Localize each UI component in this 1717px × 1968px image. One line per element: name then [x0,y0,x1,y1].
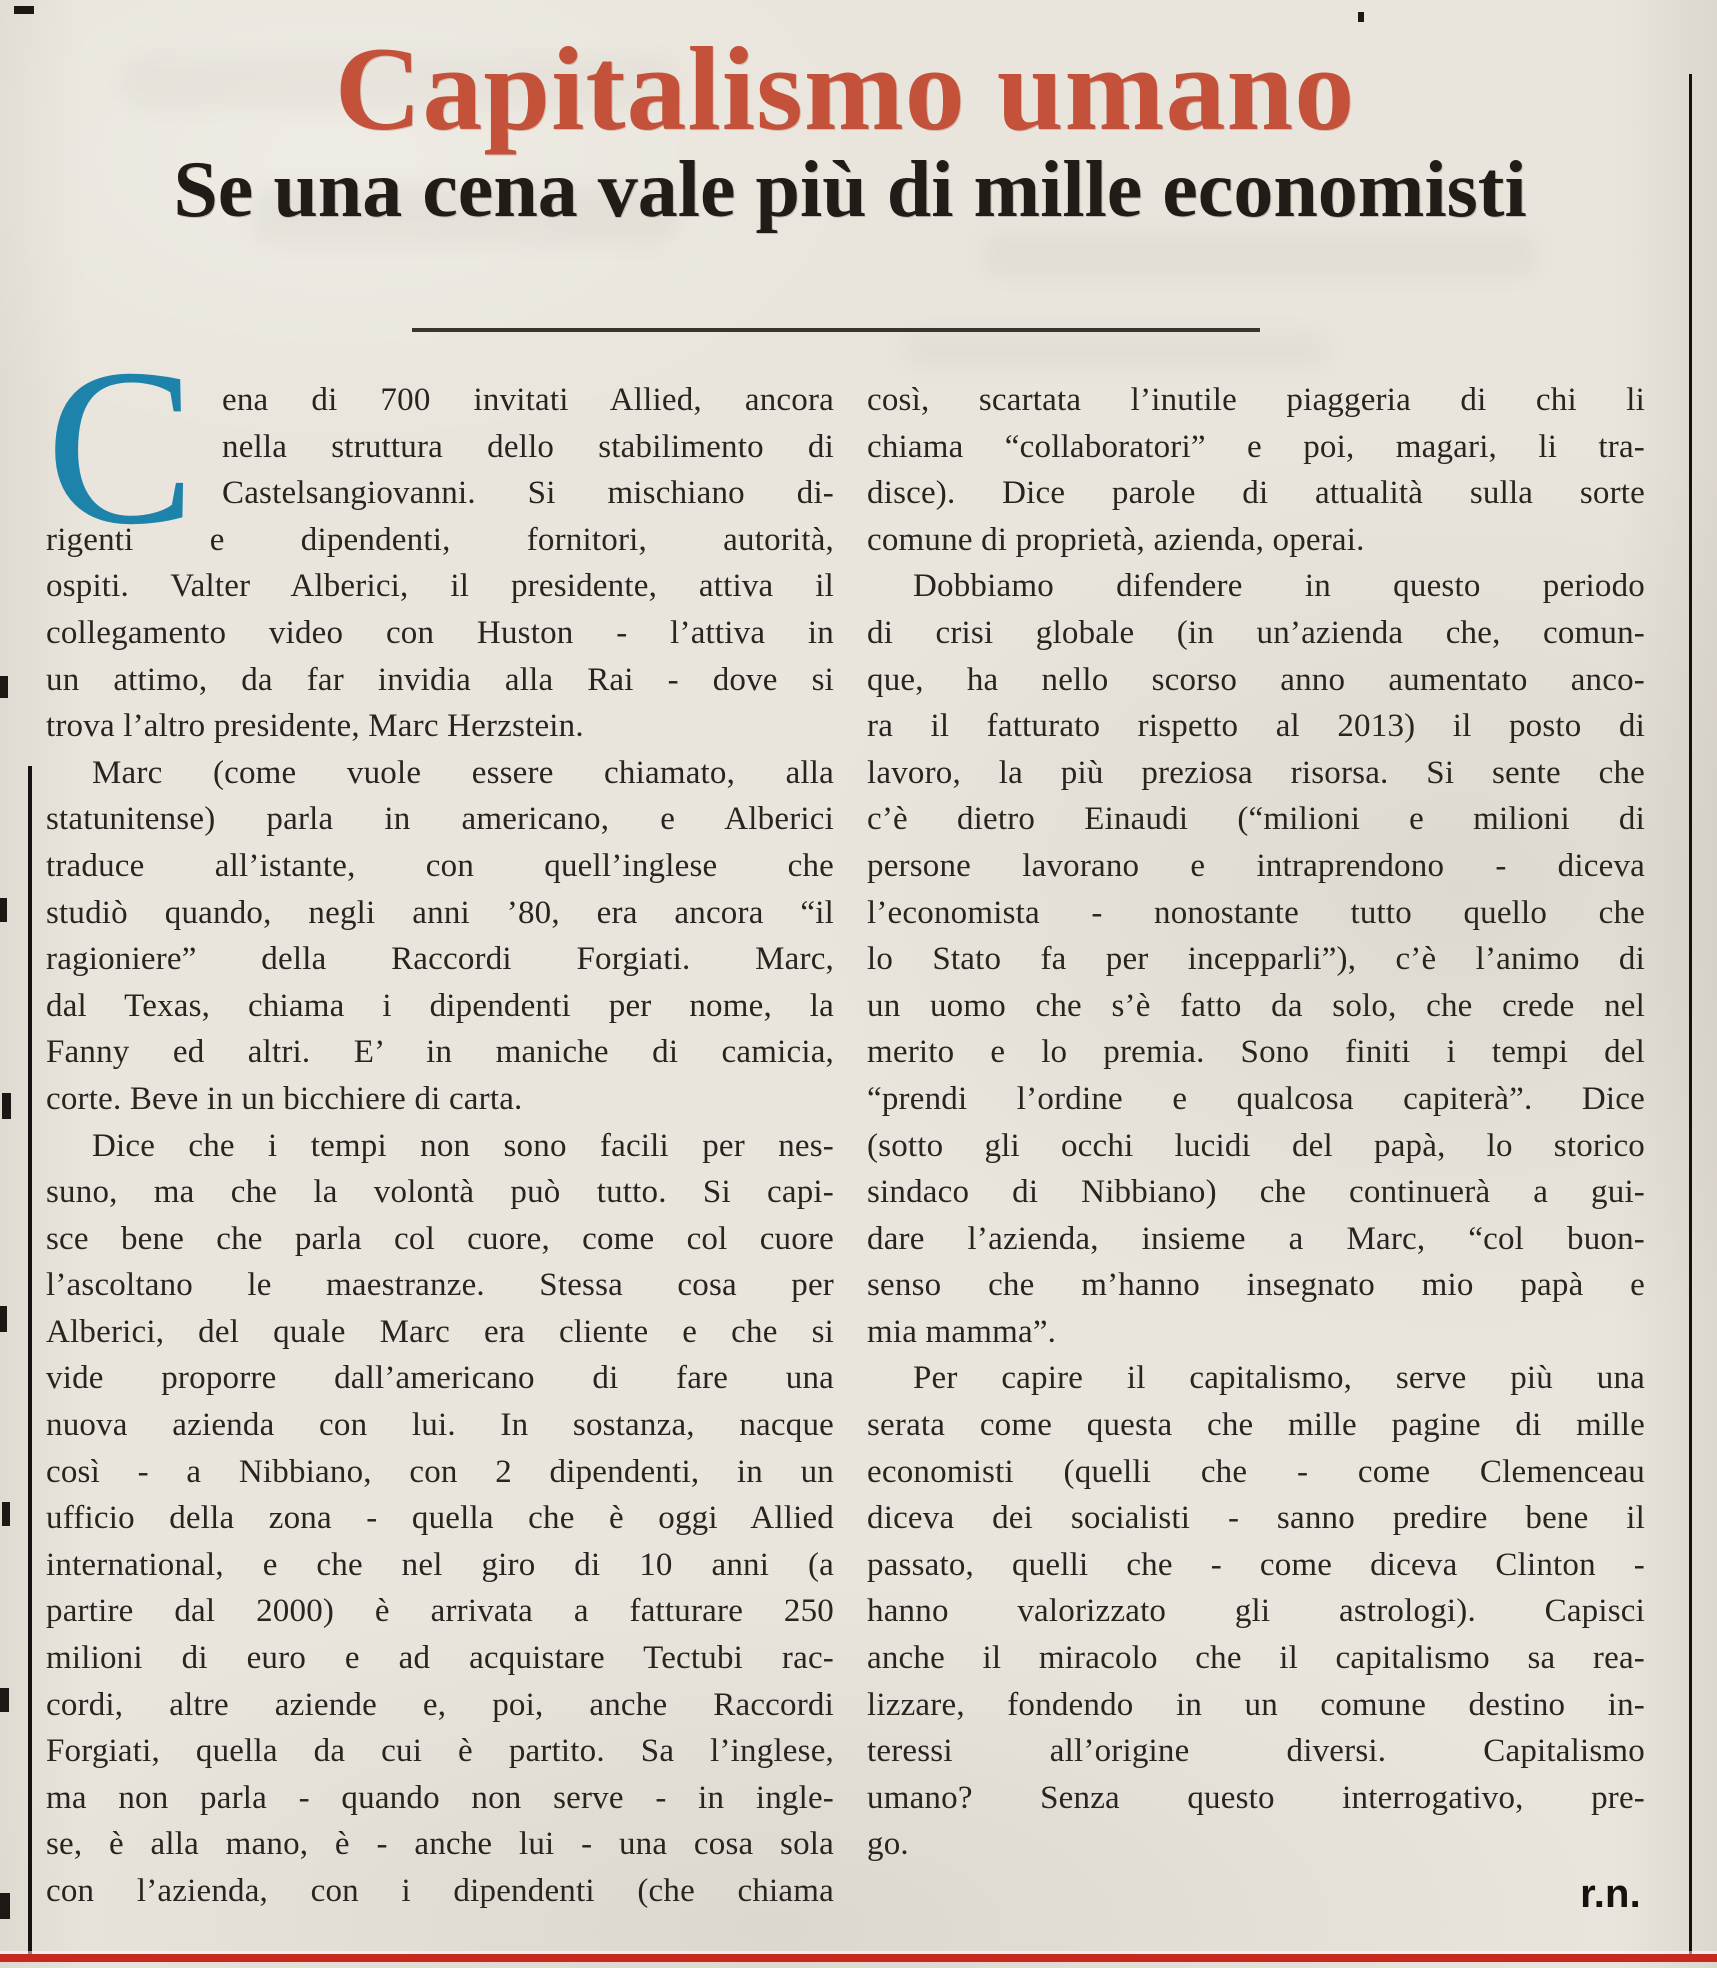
text-line: ma non parla - quando non serve - in ingle- [46,1779,834,1816]
text-line: umano? Senza questo interrogativo, pre- [867,1779,1645,1816]
text-line: “prendi l’ordine e qualcosa capiterà”. Dice [867,1080,1645,1117]
article-column-right [867,377,1645,1917]
text-line: senso che m’hanno insegnato mio papà e [867,1267,1645,1304]
text-line: Marc (come vuole essere chiamato, alla [92,754,834,791]
text-line: disce). Dice parole di attualità sulla sorte [867,475,1645,512]
text-line: ena di 700 invitati Allied, ancora [222,382,834,418]
text-line: ra il fatturato rispetto al 2013) il posto di [867,708,1645,745]
text-line: c’è dietro Einaudi (“milioni e milioni di [867,801,1645,838]
text-line: anche il miracolo che il capitalismo sa rea- [867,1640,1645,1677]
text-line: statunitense) parla in americano, e Alberici [46,801,834,838]
paragraph [867,377,1645,563]
text-line: ragioniere” della Raccordi Forgiati. Marc, [46,941,834,978]
text-line: Forgiati, quella da cui è partito. Sa l’inglese, [46,1733,834,1770]
text-line: l’economista - nonostante tutto quello che [867,894,1645,931]
text-line: Fanny ed altri. E’ in maniche di camicia, [46,1034,834,1071]
scan-artifact [2,1502,10,1526]
text-line: que, ha nello scorso anno aumentato anco- [867,661,1645,698]
article-title: Capitalismo umano [334,22,1356,155]
text-line: se, è alla mano, è - anche lui - una cosa sola [46,1826,834,1863]
paragraph [867,563,1645,1355]
text-line: sindaco di Nibbiano) che continuerà a gui- [867,1174,1645,1211]
paragraph [46,323,834,750]
text-line: studiò quando, negli anni ’80, era ancora “il [46,894,834,931]
text-line: Castelsangiovanni. Si mischiano di- [222,475,834,512]
subtitle-rule [412,328,1260,332]
text-line: sce bene che parla col cuore, come col cuore [46,1220,834,1257]
text-line: international, e che nel giro di 10 anni (a [46,1546,834,1583]
text-line: ospiti. Valter Alberici, il presidente, attiva il [46,568,834,605]
text-line: vide proporre dall’americano di fare una [46,1360,834,1397]
text-line: lavoro, la più preziosa risorsa. Si sente che [867,754,1645,791]
text-line: diceva dei socialisti - sanno predire bene il [867,1500,1645,1537]
text-line: così - a Nibbiano, con 2 dipendenti, in un [46,1453,834,1490]
print-bleed-ghost [900,330,1330,370]
text-line: trova l’altro presidente, Marc Herzstein. [46,708,584,745]
column-divider-rule-right [1689,74,1692,1954]
text-line: merito e lo premia. Sono finiti i tempi del [867,1034,1645,1071]
text-line: partire dal 2000) è arrivata a fatturare 250 [46,1593,834,1630]
paragraph [46,1123,834,1915]
text-line: Alberici, del quale Marc era cliente e che si [46,1313,834,1350]
scan-artifact [0,676,8,698]
page-bottom-red-rule [0,1954,1717,1962]
text-line: traduce all’istante, con quell’inglese che [46,847,834,884]
text-line: un uomo che s’è fatto da solo, che crede nel [867,987,1645,1024]
text-line: di crisi globale (in un’azienda che, comun- [867,614,1645,651]
article-subtitle: Se una cena vale più di mille economisti [173,146,1527,234]
scan-artifact [14,6,34,14]
text-line: comune di proprietà, azienda, operai. [867,521,1365,558]
text-line: passato, quelli che - come diceva Clinton - [867,1546,1645,1583]
text-line: collegamento video con Huston - l’attiva in [46,614,834,651]
text-line: nuova azienda con lui. In sostanza, nacque [46,1407,834,1444]
text-line: go. [867,1826,909,1863]
text-line: lo Stato fa per incepparli”), c’è l’animo di [867,941,1645,978]
text-line: Dice che i tempi non sono facili per nes- [92,1127,834,1164]
paragraph [46,750,834,1123]
author-initials: r.n. [1580,1872,1641,1916]
text-line: serata come questa che mille pagine di mille [867,1407,1645,1444]
text-line: milioni di euro e ad acquistare Tectubi rac- [46,1640,834,1677]
text-line: corte. Beve in un bicchiere di carta. [46,1080,523,1117]
text-line: così, scartata l’inutile piaggeria di chi li [867,382,1645,418]
scan-artifact [0,1306,7,1332]
print-bleed-ghost [980,230,1540,278]
text-line: cordi, altre aziende e, poi, anche Raccordi [46,1686,834,1723]
scan-artifact [0,898,7,922]
text-line: suno, ma che la volontà può tutto. Si capi- [46,1174,834,1211]
text-line: (sotto gli occhi lucidi del papà, lo storico [867,1127,1645,1164]
paragraph [867,1355,1645,1868]
text-line: teressi all’origine diversi. Capitalismo [867,1733,1645,1770]
text-line: economisti (quelli che - come Clemenceau [867,1453,1645,1490]
text-line: dare l’azienda, insieme a Marc, “col buon- [867,1220,1645,1257]
text-line: chiama “collaboratori” e poi, magari, li tra- [867,428,1645,465]
article-column-left [46,323,834,1915]
scan-artifact [2,1093,11,1119]
text-line: mia mamma”. [867,1313,1057,1350]
text-line: Dobbiamo difendere in questo periodo [913,568,1645,605]
text-line: persone lavorano e intraprendono - diceva [867,847,1645,884]
text-line: un attimo, da far invidia alla Rai - dove si [46,661,834,698]
text-line: lizzare, fondendo in un comune destino in- [867,1686,1645,1723]
text-line: ufficio della zona - quella che è oggi Allied [46,1500,834,1537]
column-divider-rule-left [28,766,32,1956]
text-line: hanno valorizzato gli astrologi). Capisci [867,1593,1645,1630]
text-line: dal Texas, chiama i dipendenti per nome, la [46,987,834,1024]
scan-artifact [1358,12,1364,22]
text-line: rigenti e dipendenti, fornitori, autorità, [46,521,834,558]
text-line: con l’azienda, con i dipendenti (che chiama [46,1873,834,1909]
text-line: nella struttura dello stabilimento di [222,428,834,465]
drop-cap-letter: C [46,323,196,571]
scan-artifact [0,1688,9,1712]
scan-artifact [0,1893,10,1919]
text-line: Per capire il capitalismo, serve più una [913,1360,1645,1397]
text-line: l’ascoltano le maestranze. Stessa cosa per [46,1267,834,1304]
